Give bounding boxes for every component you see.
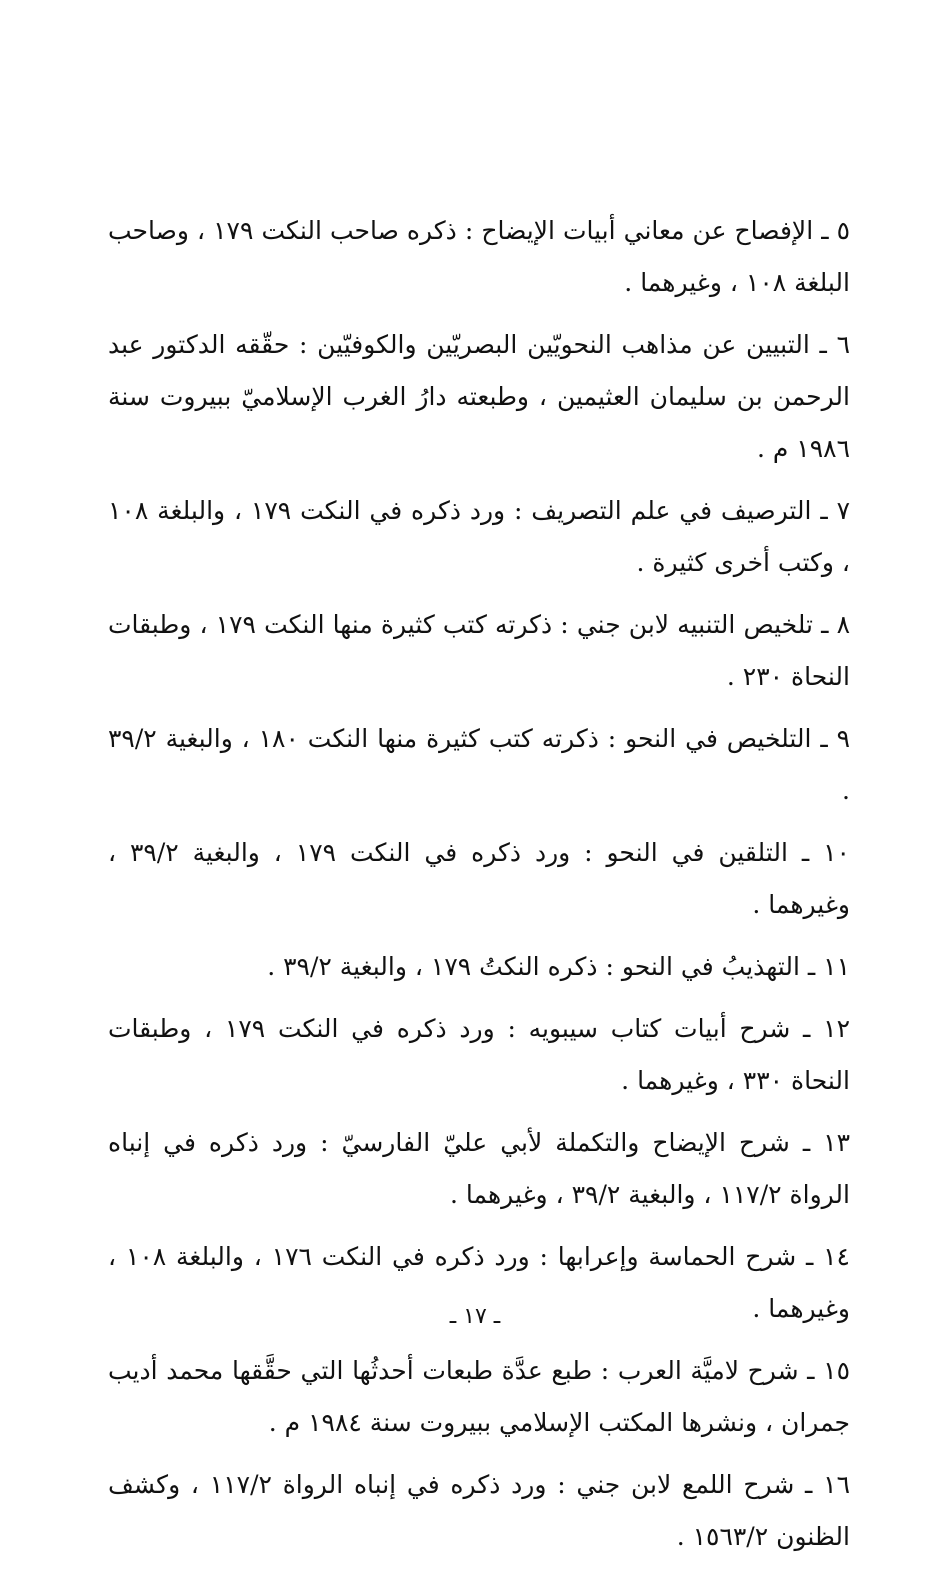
entry-16: ١٦ ـ شرح اللمع لابن جني : ورد ذكره في إنباه الرواة ١١٧/٢ ، وكشف الظنون ١٥٦٣/٢ .: [108, 1470, 850, 1551]
entry-9: ٩ ـ التلخيص في النحو : ذكرته كتب كثيرة منها النكت ١٨٠ ، والبغية ٣٩/٢ .: [108, 724, 850, 805]
entry-5: ٥ ـ الإفصاح عن معاني أبيات الإيضاح : ذكره صاحب النكت ١٧٩ ، وصاحب البلغة ١٠٨ ، وغيرهما .: [108, 216, 851, 297]
page-number: ـ ١٧ ـ: [449, 1304, 501, 1329]
entry-7: ٧ ـ الترصيف في علم التصريف : ورد ذكره في النكت ١٧٩ ، والبلغة ١٠٨ ، وكتب أخرى كثيرة .: [108, 496, 850, 577]
entry-12: ١٢ ـ شرح أبيات كتاب سيبويه : ورد ذكره في النكت ١٧٩ ، وطبقات النحاة ٣٣٠ ، وغيرهما .: [108, 1014, 850, 1095]
page-body: [108, 205, 850, 1573]
entry-13: ١٣ ـ شرح الإيضاح والتكملة لأبي عليّ الفارسيّ : ورد ذكره في إنباه الرواة ١١٧/٢ ، والبغية ٣٩/٢ ، وغيرهما .: [108, 1128, 850, 1209]
entry-11: ١١ ـ التهذيبُ في النحو : ذكره النكتُ ١٧٩ ، والبغية ٣٩/٢ .: [267, 952, 850, 981]
entry-10: ١٠ ـ التلقين في النحو : ورد ذكره في النكت ١٧٩ ، والبغية ٣٩/٢ ، وغيرهما .: [108, 838, 850, 919]
entry-15: ١٥ ـ شرح لاميَّة العرب : طبع عدَّة طبعات أحدثُها التي حقَّقها محمد أديب جمران ، ونشرها المكتب الإسلامي ببيروت سنة ١٩٨٤ م .: [108, 1356, 850, 1437]
entry-14: ١٤ ـ شرح الحماسة وإعرابها : ورد ذكره في النكت ١٧٦ ، والبلغة ١٠٨ ، وغيرهما .: [108, 1242, 850, 1323]
entry-8: ٨ ـ تلخيص التنبيه لابن جني : ذكرته كتب كثيرة منها النكت ١٧٩ ، وطبقات النحاة ٢٣٠ .: [108, 610, 850, 691]
entry-6: ٦ ـ التبيين عن مذاهب النحويّين البصريّين والكوفيّين : حقّقه الدكتور عبد الرحمن بن سليمان العثيمين ، وطبعته دارُ الغرب الإسلاميّ ببيروت سنة ١٩٨٦ م .: [108, 330, 850, 463]
